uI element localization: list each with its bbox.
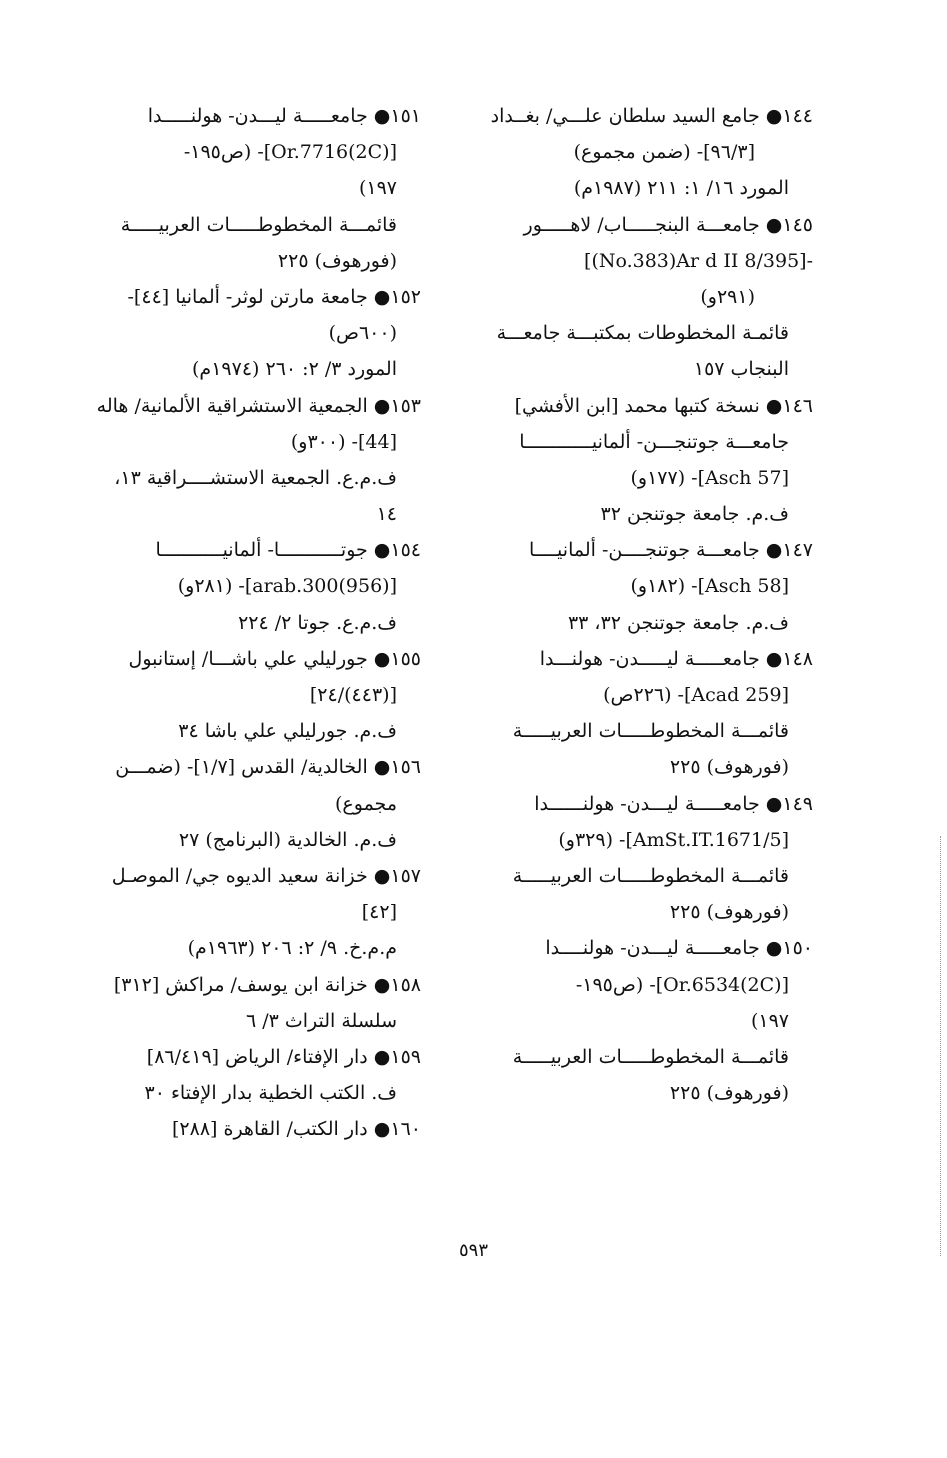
- entry-line: [44]- (٣٠٠و): [290, 430, 397, 453]
- entry-line: قائمـــة المخطوطـــــات العربيـــــة: [512, 1045, 789, 1068]
- entry-line: [Asch 58]- (١٨٢و): [630, 575, 789, 598]
- shelfmark: [(No.383)Ar d II 8/395]-: [584, 249, 813, 272]
- entry-line: قائمـة المخطوطات بمكتبـــة جامعـــة: [496, 322, 789, 345]
- entry-line: (٢٩١و): [700, 285, 755, 308]
- entry-line: [Or.6534(2C)]- (ص١٩٥-: [575, 973, 789, 996]
- entry-line: ١٦٠● دار الكتب/ القاهرة [٢٨٨]: [171, 1118, 421, 1141]
- entry-line: م.م.خ. ٩/ ٢: ٢٠٦ (١٩٦٣م): [187, 937, 397, 960]
- entry-line: [463, 243, 813, 279]
- left-column: [76, 98, 421, 1147]
- entry-line: مجموع): [335, 792, 397, 815]
- entry-line: قائمـــة المخطوطـــــات العربيـــــة: [512, 864, 789, 887]
- entry-line: ف.م.ع. جوتا ٢/ ٢٢٤: [238, 611, 397, 634]
- entry-line: ١٥٨● خزانة ابن يوسف/ مراكش [٣١٢]: [113, 973, 421, 996]
- entry-line: ١٥٦● الخالدية/ القدس [١/٧]- (ضمـــن: [115, 756, 421, 779]
- entry-line: ١٤٩● جامعـــــة ليـــدن- هولنــــــدا: [534, 792, 813, 815]
- entry-line: قائمـــة المخطوطـــــات العربيـــــة: [512, 720, 789, 743]
- entry-line: المورد ١٦/ ١: ٢١١ (١٩٨٧م): [573, 177, 789, 200]
- entry-line: ١٥١● جامعـــــة ليـــدن- هولنـــــدا: [147, 105, 421, 127]
- entry-line: ١٤٧● جامعـــة جوتنجــــن- ألمانيــــا: [529, 539, 813, 562]
- entry-line: ١٥٠● جامعـــــة ليـــدن- هولنــــدا: [545, 937, 813, 960]
- entry-line: [٤٢]: [361, 901, 397, 924]
- entry-line: ١٩٧): [750, 1009, 789, 1032]
- entry-line: جامعـــة جوتنجـــن- ألمانيــــــــــــا: [519, 430, 789, 453]
- entry-line: [٩٦/٣]- (ضمن مجموع): [573, 141, 755, 164]
- entry-line: [Asch 57]- (١٧٧و): [630, 466, 789, 489]
- entry-line: ١٥٥● جورليلي علي باشـــا/ إستانبول: [128, 647, 421, 670]
- entry-line: (فورهوف) ٢٢٥: [669, 901, 789, 924]
- entry-line: ١٥٤● جوتـــــــــــا- ألمانيـــــــــــا: [155, 539, 421, 562]
- entry-line: ١٥٧● خزانة سعيد الديوه جي/ الموصـل: [111, 864, 421, 887]
- entry-line: ١٤٥● جامعـــة البنجـــــاب/ لاهـــــور: [523, 213, 813, 236]
- entry-line: ١٥٩● دار الإفتاء/ الرياض [٨٦/٤١٩]: [146, 1045, 421, 1068]
- entry-line: ف. الكتب الخطية بدار الإفتاء ٣٠: [144, 1082, 397, 1105]
- entry-line: (٦٠٠ص): [328, 322, 397, 345]
- entry-line: (فورهوف) ٢٢٥: [669, 756, 789, 779]
- entry-line: ١٤٦● نسخة كتبها محمد [ابن الأفشي]: [514, 394, 813, 417]
- entry-line: ف.م. الخالدية (البرنامج) ٢٧: [178, 828, 397, 851]
- entry-line: (فورهوف) ٢٢٥: [669, 1082, 789, 1105]
- entry-line: ف.م.ع. الجمعية الاستشــــراقية ١٣،: [114, 466, 397, 489]
- entry-line: [Or.7716(2C)]- (ص١٩٥-: [183, 141, 397, 164]
- entry-line: ف.م. جامعة جوتنجن ٣٢: [600, 503, 789, 526]
- entry-line: [(956)arab.300]- (٢٨١و): [177, 575, 397, 598]
- entry-line: ١٤٤● جامع السيد سلطان علـــي/ بغــداد: [490, 105, 813, 127]
- entry-line: سلسلة التراث ٣/ ٦: [245, 1009, 397, 1032]
- page-number: ٥٩٣: [458, 1240, 488, 1261]
- entry-line: ١٩٧): [358, 177, 397, 200]
- entry-line: البنجاب ١٥٧: [693, 358, 789, 381]
- entry-line: ١٥٣● الجمعية الاستشراقية الألمانية/ هاله: [96, 394, 421, 417]
- entry-line: (فورهوف) ٢٢٥: [277, 249, 397, 272]
- entry-line: [Acad 259]- (٢٢٦ص): [603, 684, 789, 706]
- entry-line: ١٤: [376, 503, 397, 526]
- entry-line: ١٥٢● جامعة مارتن لوثر- ألمانيا [٤٤]-: [127, 285, 421, 308]
- right-column: [463, 98, 813, 1111]
- entry-line: ف.م. جورليلي علي باشا ٣٤: [178, 720, 397, 743]
- entry-line: [(٤٤٣)/٢٤]: [309, 684, 397, 706]
- entry-line: قائمـــة المخطوطـــــات العربيـــــة: [120, 213, 397, 236]
- entry-line: ١٤٨● جامعـــــة ليـــــدن- هولنـــدا: [539, 647, 813, 670]
- entry-line: المورد ٣/ ٢: ٢٦٠ (١٩٧٤م): [192, 358, 397, 381]
- entry-line: ف.م. جامعة جوتنجن ٣٢، ٣٣: [567, 611, 789, 634]
- scan-edge-artifact: [939, 836, 941, 1256]
- entry-line: [AmSt.IT.1671/5]- (٣٢٩و): [558, 828, 789, 851]
